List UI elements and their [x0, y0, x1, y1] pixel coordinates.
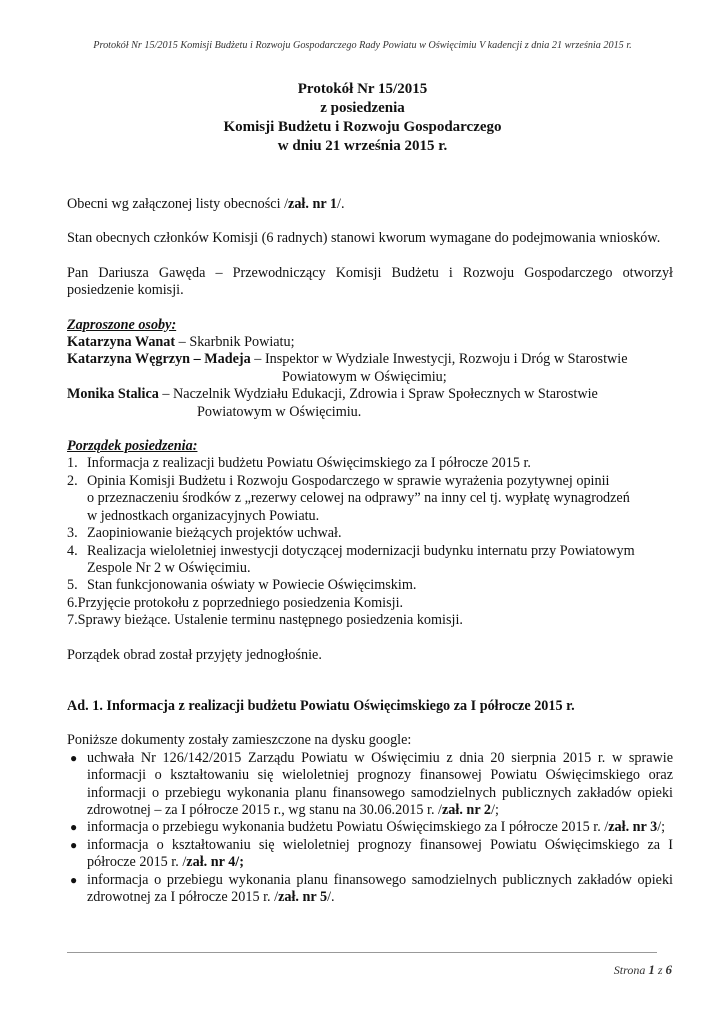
invited-person-3	[67, 386, 673, 403]
agenda-text-cont: w jednostkach organizacyjnych Powiatu.	[87, 507, 320, 524]
agenda-text: Realizacja wieloletniej inwestycji dotyczącej modernizacji budynku internatu przy Powiatowym	[87, 542, 635, 559]
item-tail: /;	[491, 801, 499, 818]
title-line-1: Protokół Nr 15/2015	[297, 81, 428, 97]
agenda-item	[67, 577, 673, 594]
person-name: Monika Stalica	[67, 386, 159, 403]
person-role: – Skarbnik Powiatu;	[175, 334, 295, 351]
invited-person-2-cont: Powiatowym w Oświęcimiu;	[282, 368, 447, 385]
invited-person-3-cont: Powiatowym w Oświęcimiu.	[197, 403, 362, 420]
agenda-accepted: Porządek obrad został przyjęty jednogłośnie.	[67, 646, 322, 663]
opening-paragraph: Pan Dariusza Gawęda – Przewodniczący Komisji Budżetu i Rozwoju Gospodarczego otworzył posiedzenie komisji.	[67, 264, 673, 299]
agenda-num: 1.	[67, 455, 78, 472]
agenda-item	[67, 543, 673, 578]
item-text: informacja o kształtowaniu się wieloletniej prognozy finansowej Powiatu Oświęcimskiego za I półrocze 2015 r. /	[87, 836, 673, 871]
bullet-icon: ●	[70, 837, 78, 852]
invited-heading: Zaproszone osoby:	[67, 316, 177, 333]
item-text: informacja o przebiegu wykonania planu finansowego samodzielnych publicznych zakładów opieki zdrowotnej za I półrocze 2015 r. /	[87, 871, 673, 905]
agenda-item	[67, 473, 673, 525]
page-label: Strona	[613, 963, 646, 977]
running-header: Protokół Nr 15/2015 Komisji Budżetu i Rozwoju Gospodarczego Rady Powiatu w Oświęcimiu V kadencji z dnia 21 września 2015 r.	[93, 40, 632, 51]
page-total: 6	[665, 962, 672, 977]
agenda-text: Zaopiniowanie bieżących projektów uchwał.	[87, 525, 342, 542]
item-tail: /;	[657, 819, 666, 836]
page-footer	[500, 962, 672, 978]
ad1-heading	[67, 698, 673, 715]
agenda-item	[67, 525, 673, 542]
agenda-list	[67, 455, 673, 629]
list-item	[67, 819, 673, 836]
page-of: z	[657, 963, 663, 977]
ad1-heading-text: Ad. 1. Informacja z realizacji budżetu Powiatu Oświęcimskiego za I półrocze 2015 r.	[67, 697, 575, 714]
quorum-paragraph: Stan obecnych członków Komisji (6 radnych) stanowi kworum wymagane do podejmowania wniosków.	[67, 230, 661, 247]
list-item	[67, 872, 673, 907]
document-title	[0, 80, 725, 156]
agenda-text: Przyjęcie protokołu z poprzedniego posiedzenia Komisji.	[77, 594, 404, 611]
person-role: – Inspektor w Wydziale Inwestycji, Rozwoju i Dróg w Starostwie	[250, 351, 628, 368]
agenda-text: Opinia Komisji Budżetu i Rozwoju Gospodarczego w sprawie wyrażenia pozytywnej opinii	[87, 472, 610, 489]
agenda-item	[67, 455, 673, 472]
bullet-icon: ●	[70, 750, 78, 765]
invited-person-1	[67, 334, 673, 351]
agenda-num: 4.	[67, 542, 78, 559]
person-name: Katarzyna Węgrzyn – Madeja	[67, 351, 251, 368]
agenda-text-cont: o przeznaczeniu środków z „rezerwy celowej na odprawy” na inny cel tj. wypłatę wynagrodzeń	[87, 490, 630, 507]
agenda-num: 7.	[67, 612, 78, 629]
agenda-num: 2.	[67, 472, 78, 489]
agenda-num: 6.	[67, 594, 78, 611]
agenda-num: 3.	[67, 525, 78, 542]
agenda-text: Stan funkcjonowania oświaty w Powiecie Oświęcimskim.	[87, 577, 417, 594]
document-body	[67, 196, 673, 906]
attendance-paragraph	[67, 196, 673, 213]
bullet-icon: ●	[70, 820, 78, 835]
invited-person-2	[67, 351, 673, 368]
agenda-item	[67, 595, 673, 612]
title-line-4: w dniu 21 września 2015 r.	[277, 138, 448, 154]
attachment-ref: zał. nr 5	[278, 889, 328, 905]
agenda-text-cont: Zespole Nr 2 w Oświęcimiu.	[87, 559, 251, 576]
title-line-3: Komisji Budżetu i Rozwoju Gospodarczego	[223, 119, 502, 135]
attachment-ref: zał. nr 1	[288, 196, 338, 212]
item-text: informacja o przebiegu wykonania budżetu Powiatu Oświęcimskiego za I półrocze 2015 r. /	[87, 819, 609, 836]
attachment-ref: zał. nr 4/;	[186, 854, 244, 871]
page-number: 1	[648, 962, 655, 977]
attachment-ref: zał. nr 3	[608, 819, 658, 836]
person-role: – Naczelnik Wydziału Edukacji, Zdrowia i Spraw Społecznych w Starostwie	[158, 386, 598, 403]
title-line-2: z posiedzenia	[320, 100, 405, 116]
list-item	[67, 837, 673, 872]
person-name: Katarzyna Wanat	[67, 334, 176, 351]
attendance-text: Obecni wg załączonej listy obecności /	[67, 196, 289, 212]
footer-divider	[67, 952, 657, 953]
attachment-ref: zał. nr 2	[442, 801, 491, 818]
agenda-text: Informacja z realizacji budżetu Powiatu Oświęcimskiego za I półrocze 2015 r.	[87, 455, 531, 472]
agenda-item	[67, 612, 673, 629]
agenda-section	[67, 438, 673, 629]
agenda-num: 5.	[67, 577, 78, 594]
ad1-lead: Poniższe dokumenty zostały zamieszczone na dysku google:	[67, 732, 412, 749]
item-tail: /.	[327, 889, 335, 905]
invited-section	[67, 317, 673, 421]
agenda-heading: Porządek posiedzenia:	[67, 438, 198, 455]
bullet-icon: ●	[70, 872, 78, 887]
ad1-document-list	[67, 750, 673, 907]
attendance-tail: /.	[337, 196, 345, 212]
agenda-text: Sprawy bieżące. Ustalenie terminu następnego posiedzenia komisji.	[77, 612, 463, 629]
list-item	[67, 750, 673, 820]
item-text: uchwała Nr 126/142/2015 Zarządu Powiatu w Oświęcimiu z dnia 20 sierpnia 2015 r. w sprawie informacji o kształtowaniu się wieloletniej prognozy finansowej Powiatu Oświęcimskiego oraz informacji o przebiegu wykonania planu finansowego samodzielnych publicznych zakładów opieki zdrowotnej – za I półrocze 2015 r., wg stanu na 30.06.2015 r. /	[87, 749, 673, 818]
